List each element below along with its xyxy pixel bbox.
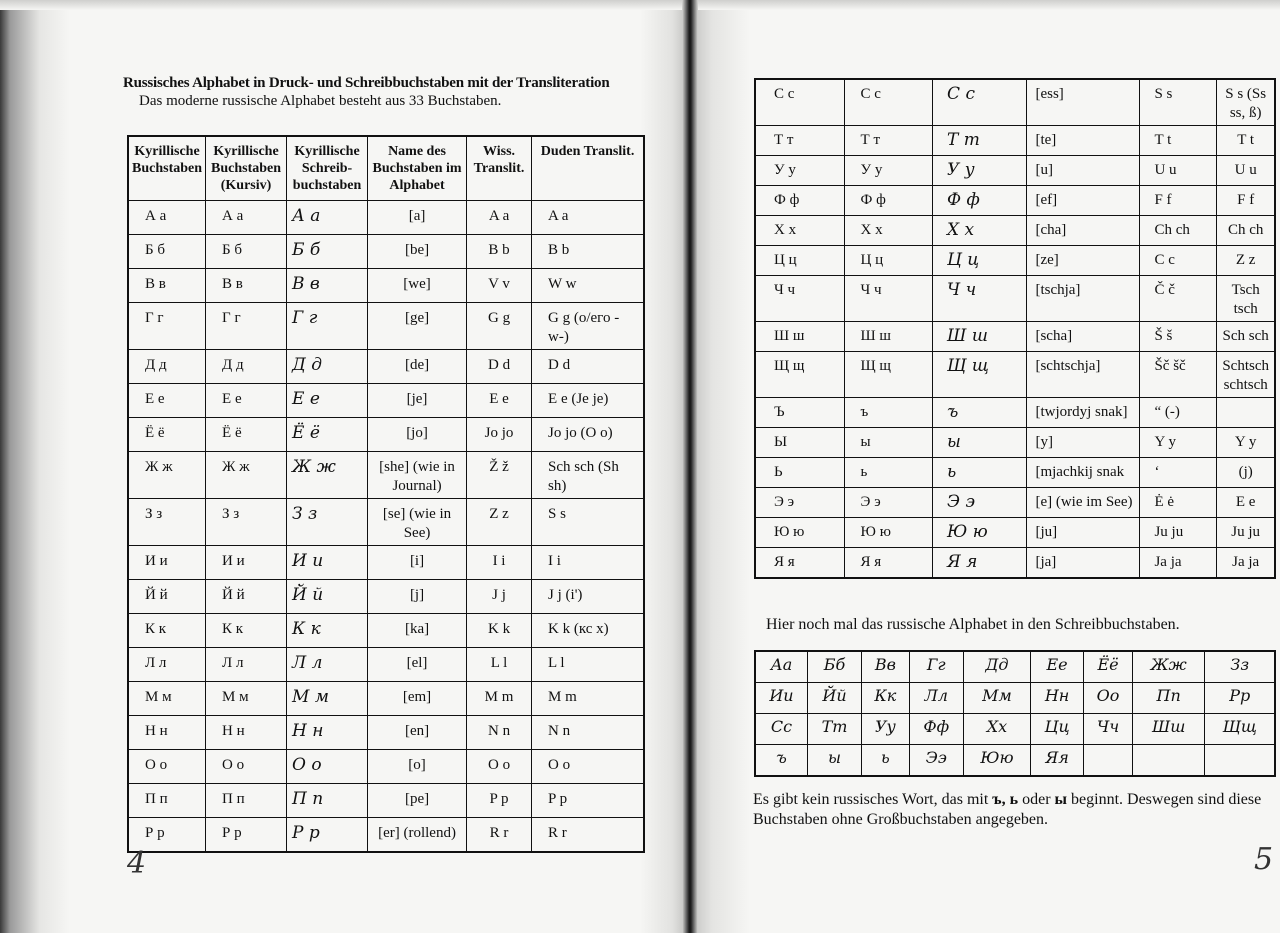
- table-cell: Ээ: [909, 745, 963, 777]
- table-cell: L l: [532, 648, 644, 682]
- table-row: [128, 614, 644, 648]
- table-cell: Яя: [1031, 745, 1084, 777]
- table-cell: Рр: [1205, 683, 1275, 714]
- table-cell: U u: [1217, 156, 1275, 186]
- table-cell: [1205, 745, 1275, 777]
- table-row: [128, 269, 644, 303]
- script-row: [755, 651, 1275, 683]
- table-row: [755, 186, 1275, 216]
- table-row: [128, 201, 644, 235]
- table-cell: Ж ж: [287, 452, 368, 499]
- table-cell: Ю ю: [755, 518, 844, 548]
- table-cell: И и: [206, 546, 287, 580]
- table-cell: ь: [844, 458, 933, 488]
- table-cell: Тт: [807, 714, 861, 745]
- table-cell: О о: [206, 750, 287, 784]
- table-cell: Z z: [467, 499, 532, 546]
- table-cell: [ka]: [368, 614, 467, 648]
- table-cell: Šč šč: [1140, 352, 1217, 398]
- table-cell: P p: [467, 784, 532, 818]
- table-row: [755, 216, 1275, 246]
- table-cell: Н н: [287, 716, 368, 750]
- table-cell: E e (Je je): [532, 384, 644, 418]
- table-cell: Зз: [1205, 651, 1275, 683]
- table-cell: Йй: [807, 683, 861, 714]
- table-cell: В в: [128, 269, 206, 303]
- table-cell: [en]: [368, 716, 467, 750]
- table-cell: O o: [532, 750, 644, 784]
- table-cell: Щ щ: [844, 352, 933, 398]
- section-heading: [123, 74, 653, 110]
- table-cell: S s (Ss ss, ß): [1217, 79, 1275, 126]
- table-cell: J j (i'): [532, 580, 644, 614]
- table-cell: [a]: [368, 201, 467, 235]
- table-cell: Jo jo: [467, 418, 532, 452]
- script-alphabet-table: [754, 650, 1276, 777]
- table-row: [128, 648, 644, 682]
- table-cell: [mjachkij snak: [1027, 458, 1140, 488]
- table-cell: Д д: [287, 350, 368, 384]
- table-row: [755, 458, 1275, 488]
- table-cell: E e: [1217, 488, 1275, 518]
- table-cell: M m: [467, 682, 532, 716]
- table-cell: (j): [1217, 458, 1275, 488]
- table-cell: C c: [1140, 246, 1217, 276]
- table-cell: K k: [467, 614, 532, 648]
- table-cell: [u]: [1027, 156, 1140, 186]
- table-cell: P p: [532, 784, 644, 818]
- table-cell: [she] (wie in Journal): [368, 452, 467, 499]
- table-cell: [ja]: [1027, 548, 1140, 579]
- table-cell: Л л: [128, 648, 206, 682]
- table-cell: F f: [1140, 186, 1217, 216]
- table-row: [128, 546, 644, 580]
- table-row: [128, 452, 644, 499]
- table-cell: Z z: [1217, 246, 1275, 276]
- table-cell: Jo jo (O o): [532, 418, 644, 452]
- table-cell: Щ щ: [933, 352, 1027, 398]
- table-cell: Шш: [1132, 714, 1204, 745]
- table-row: [128, 784, 644, 818]
- table-row: [128, 682, 644, 716]
- table-cell: Хх: [963, 714, 1030, 745]
- table-cell: Дд: [963, 651, 1030, 683]
- table-cell: Ju ju: [1140, 518, 1217, 548]
- table-cell: Е е: [206, 384, 287, 418]
- table-cell: [je]: [368, 384, 467, 418]
- table-cell: К к: [287, 614, 368, 648]
- table-cell: В в: [206, 269, 287, 303]
- table-cell: A a: [467, 201, 532, 235]
- table-cell: E e: [467, 384, 532, 418]
- note-text-pre: Es gibt kein russisches Wort, das mit: [753, 791, 993, 808]
- table-cell: Гг: [909, 651, 963, 683]
- table-cell: Ё ё: [128, 418, 206, 452]
- table-cell: [y]: [1027, 428, 1140, 458]
- header-duden-translit: Duden Translit.: [532, 136, 644, 201]
- table-row: [755, 276, 1275, 322]
- note-text-post: beginnt. Deswegen sind diese Buchstaben ohne Großbuchstaben angegeben.: [753, 791, 1262, 828]
- table-cell: [te]: [1027, 126, 1140, 156]
- script-row: [755, 745, 1275, 777]
- table-cell: Sch sch (Sh sh): [532, 452, 644, 499]
- table-cell: Я я: [844, 548, 933, 579]
- table-cell: ь: [862, 745, 909, 777]
- table-cell: П п: [206, 784, 287, 818]
- table-cell: V v: [467, 269, 532, 303]
- header-letter-name: Name des Buchstaben im Alphabet: [368, 136, 467, 201]
- table-cell: O o: [467, 750, 532, 784]
- table-cell: Чч: [1084, 714, 1133, 745]
- table-cell: R r: [467, 818, 532, 853]
- table-cell: Й й: [206, 580, 287, 614]
- table-cell: [er] (rollend): [368, 818, 467, 853]
- table-row: [128, 499, 644, 546]
- table-cell: Ж ж: [128, 452, 206, 499]
- table-row: [755, 518, 1275, 548]
- table-cell: S s: [1140, 79, 1217, 126]
- table-cell: А а: [206, 201, 287, 235]
- table-cell: Э э: [933, 488, 1027, 518]
- script-note: Hier noch mal das russische Alphabet in den Schreibbuchstaben.: [766, 616, 1180, 633]
- table-cell: Sch sch: [1217, 322, 1275, 352]
- table-cell: Ц ц: [755, 246, 844, 276]
- table-cell: Ё ё: [206, 418, 287, 452]
- table-cell: Ъ: [755, 398, 844, 428]
- table-cell: D d: [467, 350, 532, 384]
- table-cell: Щ щ: [755, 352, 844, 398]
- table-cell: G g: [467, 303, 532, 350]
- table-cell: Юю: [963, 745, 1030, 777]
- table-cell: Х х: [755, 216, 844, 246]
- table-cell: [tschja]: [1027, 276, 1140, 322]
- table-cell: D d: [532, 350, 644, 384]
- table-row: [755, 156, 1275, 186]
- table-row: [755, 79, 1275, 126]
- table-cell: Ш ш: [844, 322, 933, 352]
- table-cell: Вв: [862, 651, 909, 683]
- table-cell: Т т: [933, 126, 1027, 156]
- table-cell: Ja ja: [1140, 548, 1217, 579]
- table-cell: [el]: [368, 648, 467, 682]
- table-cell: Y y: [1140, 428, 1217, 458]
- table-cell: А а: [128, 201, 206, 235]
- table-cell: Сс: [755, 714, 807, 745]
- table-row: [128, 350, 644, 384]
- table-row: [128, 818, 644, 853]
- table-cell: М м: [128, 682, 206, 716]
- table-cell: И и: [287, 546, 368, 580]
- table-cell: Я я: [933, 548, 1027, 579]
- table-cell: L l: [467, 648, 532, 682]
- page-number-right: 5: [1254, 842, 1274, 877]
- table-cell: Д д: [128, 350, 206, 384]
- table-cell: A a: [532, 201, 644, 235]
- header-cyrillic-italic: Kyrillische Buchstaben (Kursiv): [206, 136, 287, 201]
- table-cell: Р р: [287, 818, 368, 853]
- table-cell: I i: [467, 546, 532, 580]
- table-cell: О о: [128, 750, 206, 784]
- table-row: [128, 303, 644, 350]
- table-cell: Ж ж: [206, 452, 287, 499]
- table-cell: У у: [844, 156, 933, 186]
- table-cell: K k (кс x): [532, 614, 644, 648]
- table-cell: [ess]: [1027, 79, 1140, 126]
- table-cell: А а: [287, 201, 368, 235]
- table-cell: Ja ja: [1217, 548, 1275, 579]
- table-cell: Г г: [206, 303, 287, 350]
- table-cell: Ц ц: [844, 246, 933, 276]
- table-cell: Е е: [128, 384, 206, 418]
- table-cell: Х х: [933, 216, 1027, 246]
- note-letters-2: ы: [1054, 791, 1068, 808]
- table-row: [128, 580, 644, 614]
- table-cell: [e] (wie im See): [1027, 488, 1140, 518]
- table-cell: Č č: [1140, 276, 1217, 322]
- table-cell: [o]: [368, 750, 467, 784]
- script-row: [755, 683, 1275, 714]
- table-cell: Ё ё: [287, 418, 368, 452]
- table-cell: З з: [206, 499, 287, 546]
- table-row: [755, 322, 1275, 352]
- table-cell: W w: [532, 269, 644, 303]
- table-cell: N n: [467, 716, 532, 750]
- table-cell: S s: [532, 499, 644, 546]
- table-cell: Пп: [1132, 683, 1204, 714]
- table-cell: З з: [287, 499, 368, 546]
- header-cyrillic-script: Kyrillische Schreib-buchstaben: [287, 136, 368, 201]
- table-cell: B b: [532, 235, 644, 269]
- table-cell: Щщ: [1205, 714, 1275, 745]
- table-cell: Кк: [862, 683, 909, 714]
- table-cell: Г г: [128, 303, 206, 350]
- table-cell: [i]: [368, 546, 467, 580]
- table-cell: [1217, 398, 1275, 428]
- table-cell: Ю ю: [844, 518, 933, 548]
- table-cell: Ц ц: [933, 246, 1027, 276]
- table-cell: Оо: [1084, 683, 1133, 714]
- table-cell: Л л: [206, 648, 287, 682]
- table-cell: U u: [1140, 156, 1217, 186]
- table-cell: Ю ю: [933, 518, 1027, 548]
- capital-letters-note: [753, 790, 1278, 830]
- table-cell: R r: [532, 818, 644, 853]
- table-cell: ъ: [933, 398, 1027, 428]
- table-cell: Э э: [844, 488, 933, 518]
- heading-subtitle: Das moderne russische Alphabet besteht aus 33 Buchstaben.: [139, 93, 502, 109]
- table-cell: Б б: [128, 235, 206, 269]
- table-cell: ь: [933, 458, 1027, 488]
- table-cell: С с: [755, 79, 844, 126]
- table-cell: Й й: [287, 580, 368, 614]
- table-cell: Т т: [755, 126, 844, 156]
- table-cell: В в: [287, 269, 368, 303]
- table-cell: [em]: [368, 682, 467, 716]
- table-cell: ъ: [844, 398, 933, 428]
- book-gutter: [682, 0, 698, 933]
- table-cell: Ёё: [1084, 651, 1133, 683]
- table-cell: [j]: [368, 580, 467, 614]
- table-cell: Жж: [1132, 651, 1204, 683]
- table-cell: I i: [532, 546, 644, 580]
- table-row: [128, 750, 644, 784]
- table-cell: Ž ž: [467, 452, 532, 499]
- table-cell: Ф ф: [933, 186, 1027, 216]
- table-row: [128, 384, 644, 418]
- table-cell: Аа: [755, 651, 807, 683]
- table-row: [755, 488, 1275, 518]
- table-cell: Бб: [807, 651, 861, 683]
- alphabet-table-right: [754, 78, 1276, 579]
- table-cell: Б б: [287, 235, 368, 269]
- table-cell: Лл: [909, 683, 963, 714]
- table-cell: [1132, 745, 1204, 777]
- table-cell: Цц: [1031, 714, 1084, 745]
- table-row: [755, 352, 1275, 398]
- table-cell: Н н: [128, 716, 206, 750]
- table-cell: М м: [206, 682, 287, 716]
- table-row: [755, 548, 1275, 579]
- table-cell: Фф: [909, 714, 963, 745]
- script-row: [755, 714, 1275, 745]
- table-cell: Schtsch schtsch: [1217, 352, 1275, 398]
- table-cell: К к: [206, 614, 287, 648]
- table-cell: ‘: [1140, 458, 1217, 488]
- table-cell: N n: [532, 716, 644, 750]
- table-row: [128, 716, 644, 750]
- table-cell: Б б: [206, 235, 287, 269]
- table-cell: Я я: [755, 548, 844, 579]
- table-cell: Г г: [287, 303, 368, 350]
- table-cell: Ее: [1031, 651, 1084, 683]
- heading-title: Russisches Alphabet in Druck- und Schreibbuchstaben mit der Transliteration: [123, 75, 610, 91]
- table-cell: С с: [933, 79, 1027, 126]
- table-cell: Ш ш: [933, 322, 1027, 352]
- table-cell: Р р: [206, 818, 287, 853]
- table-cell: Ии: [755, 683, 807, 714]
- table-cell: T t: [1140, 126, 1217, 156]
- note-letters-1: ъ, ь: [992, 791, 1019, 808]
- table-cell: П п: [287, 784, 368, 818]
- table-cell: F f: [1217, 186, 1275, 216]
- table-cell: [ju]: [1027, 518, 1140, 548]
- table-cell: У у: [933, 156, 1027, 186]
- table-row: [128, 235, 644, 269]
- table-cell: Ju ju: [1217, 518, 1275, 548]
- table-cell: Л л: [287, 648, 368, 682]
- table-cell: [schtschja]: [1027, 352, 1140, 398]
- alphabet-table-left: [127, 135, 645, 853]
- table-cell: Е е: [287, 384, 368, 418]
- table-cell: И и: [128, 546, 206, 580]
- table-cell: Ь: [755, 458, 844, 488]
- table-cell: [ze]: [1027, 246, 1140, 276]
- table-cell: [we]: [368, 269, 467, 303]
- table-cell: Ch ch: [1217, 216, 1275, 246]
- table-cell: Уу: [862, 714, 909, 745]
- table-cell: З з: [128, 499, 206, 546]
- table-cell: M m: [532, 682, 644, 716]
- table-cell: Y y: [1217, 428, 1275, 458]
- table-cell: Й й: [128, 580, 206, 614]
- table-cell: “ (-): [1140, 398, 1217, 428]
- table-cell: Н н: [206, 716, 287, 750]
- table-cell: К к: [128, 614, 206, 648]
- table-cell: Мм: [963, 683, 1030, 714]
- note-text-mid: oder: [1018, 791, 1055, 808]
- table-cell: G g (o/его -w-): [532, 303, 644, 350]
- table-cell: Нн: [1031, 683, 1084, 714]
- table-cell: Т т: [844, 126, 933, 156]
- table-cell: Р р: [128, 818, 206, 853]
- page-number-left: 4: [127, 846, 147, 881]
- table-cell: М м: [287, 682, 368, 716]
- table-cell: С с: [844, 79, 933, 126]
- table-cell: Х х: [844, 216, 933, 246]
- table-cell: [jo]: [368, 418, 467, 452]
- table-row: [755, 246, 1275, 276]
- table-row: [755, 126, 1275, 156]
- table-cell: У у: [755, 156, 844, 186]
- table-cell: [scha]: [1027, 322, 1140, 352]
- table-cell: [cha]: [1027, 216, 1140, 246]
- table-cell: [se] (wie in See): [368, 499, 467, 546]
- table-cell: Ч ч: [755, 276, 844, 322]
- table-cell: Ф ф: [755, 186, 844, 216]
- table-cell: Д д: [206, 350, 287, 384]
- table-cell: ы: [844, 428, 933, 458]
- table-cell: [1084, 745, 1133, 777]
- table-cell: О о: [287, 750, 368, 784]
- table-row: [755, 428, 1275, 458]
- table-cell: [de]: [368, 350, 467, 384]
- table-header-row: [128, 136, 644, 201]
- table-cell: [ef]: [1027, 186, 1140, 216]
- table-cell: П п: [128, 784, 206, 818]
- table-cell: [pe]: [368, 784, 467, 818]
- table-cell: [twjordyj snak]: [1027, 398, 1140, 428]
- table-cell: T t: [1217, 126, 1275, 156]
- table-cell: Ы: [755, 428, 844, 458]
- table-cell: Ш ш: [755, 322, 844, 352]
- table-cell: Ch ch: [1140, 216, 1217, 246]
- table-cell: Š š: [1140, 322, 1217, 352]
- table-cell: [ge]: [368, 303, 467, 350]
- table-cell: Ė ė: [1140, 488, 1217, 518]
- header-cyrillic: Kyrillische Buchstaben: [128, 136, 206, 201]
- table-cell: ъ: [755, 745, 807, 777]
- table-cell: Tsch tsch: [1217, 276, 1275, 322]
- table-cell: Ч ч: [844, 276, 933, 322]
- table-cell: [be]: [368, 235, 467, 269]
- table-row: [128, 418, 644, 452]
- header-scientific-translit: Wiss. Translit.: [467, 136, 532, 201]
- table-cell: Э э: [755, 488, 844, 518]
- table-cell: J j: [467, 580, 532, 614]
- table-cell: ы: [933, 428, 1027, 458]
- table-row: [755, 398, 1275, 428]
- table-cell: B b: [467, 235, 532, 269]
- table-cell: ы: [807, 745, 861, 777]
- table-cell: Ч ч: [933, 276, 1027, 322]
- table-cell: Ф ф: [844, 186, 933, 216]
